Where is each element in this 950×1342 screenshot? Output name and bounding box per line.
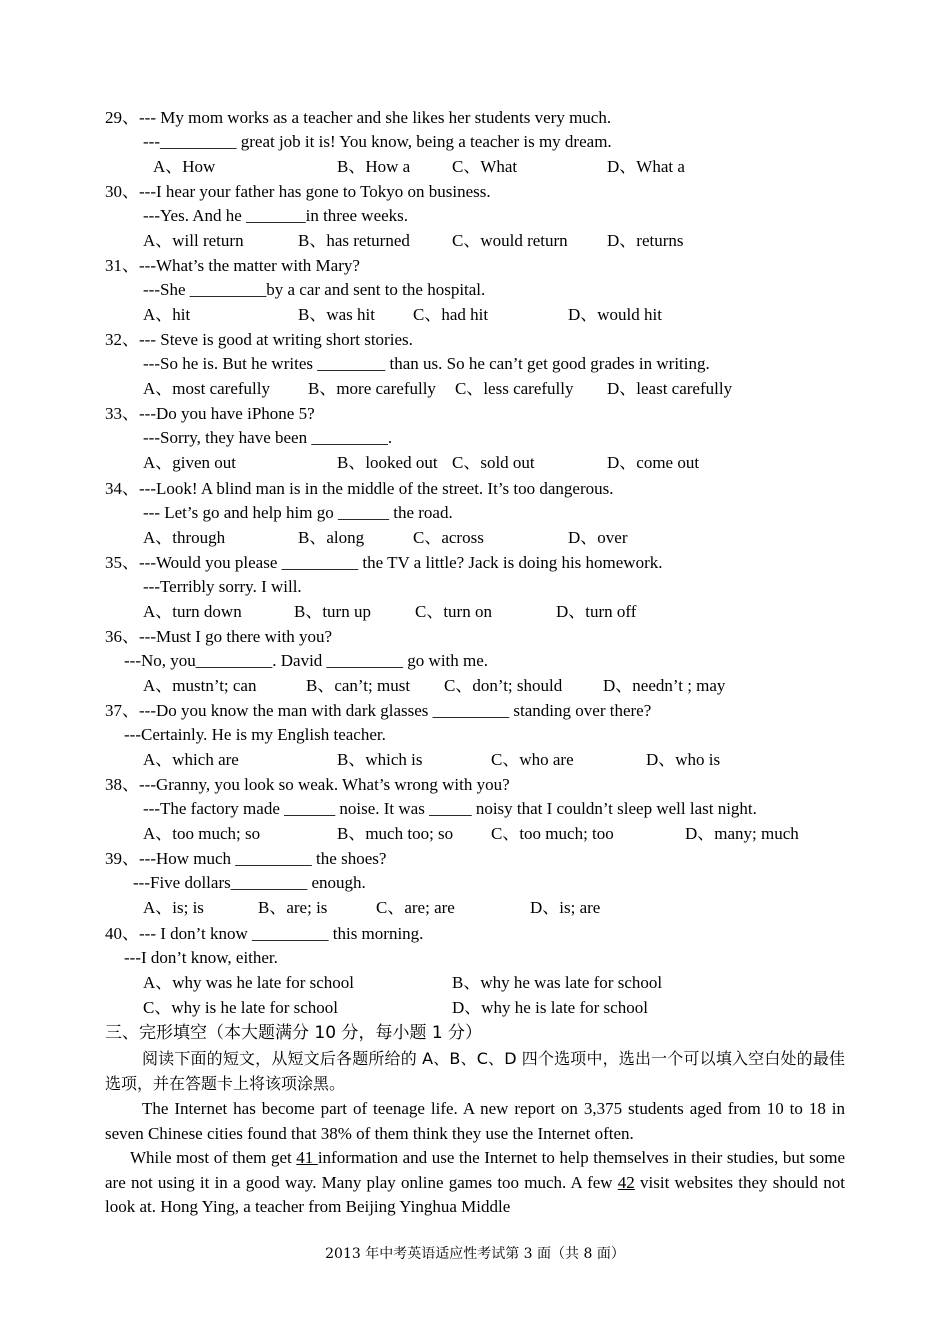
option-39-a: A、is; is <box>143 898 204 917</box>
question-33: 33、---Do you have iPhone 5? <box>105 404 315 423</box>
option-32-b: B、more carefully <box>308 379 436 398</box>
option-37-b: B、which is <box>337 750 423 769</box>
option-34-a: A、through <box>143 528 226 547</box>
option-35-d: D、turn off <box>556 602 637 621</box>
option-37-c: C、who are <box>491 750 574 769</box>
option-38-b: B、much too; so <box>337 824 454 843</box>
question-29: 29、--- My mom works as a teacher and she likes her students very much. <box>105 108 612 127</box>
response-35: ---Terribly sorry. I will. <box>143 577 302 596</box>
passage-text: While most of them get <box>130 1148 297 1167</box>
option-33-a: A、given out <box>143 453 237 472</box>
option-31-b: B、was hit <box>298 305 375 324</box>
option-40-a: A、why was he late for school <box>143 973 355 992</box>
blank-41: 41 <box>296 1148 318 1167</box>
response-39: ---Five dollars_________ enough. <box>133 873 366 892</box>
section-title: 三、完形填空（本大题满分 10 分，每小题 1 分） <box>105 1023 483 1043</box>
option-40-c: C、why is he late for school <box>143 998 338 1017</box>
response-37: ---Certainly. He is my English teacher. <box>124 725 386 744</box>
question-34: 34、---Look! A blind man is in the middle of the street. It’s too dangerous. <box>105 479 614 498</box>
option-35-b: B、turn up <box>294 602 371 621</box>
blank-42: 42 <box>617 1172 635 1192</box>
question-32: 32、--- Steve is good at writing short stories. <box>105 330 413 349</box>
option-34-d: D、over <box>568 528 628 547</box>
question-36: 36、---Must I go there with you? <box>105 627 333 646</box>
option-37-d: D、who is <box>646 750 721 769</box>
option-37-a: A、which are <box>143 750 239 769</box>
passage-paragraph-2 <box>105 1146 845 1220</box>
option-40-d: D、why he is late for school <box>452 998 648 1017</box>
question-30: 30、---I hear your father has gone to Tokyo on business. <box>105 182 491 201</box>
option-36-d: D、needn’t ; may <box>603 676 726 695</box>
option-29-b: B、How a <box>337 157 411 176</box>
option-29-d: D、What a <box>607 157 685 176</box>
option-29-c: C、What <box>452 157 518 176</box>
option-39-d: D、is; are <box>530 898 601 917</box>
question-35: 35、---Would you please _________ the TV a little? Jack is doing his homework. <box>105 553 663 572</box>
option-36-a: A、mustn’t; can <box>143 676 257 695</box>
response-40: ---I don’t know, either. <box>124 948 278 967</box>
option-33-d: D、come out <box>607 453 700 472</box>
response-34: --- Let’s go and help him go ______ the road. <box>143 503 453 522</box>
question-39: 39、---How much _________ the shoes? <box>105 849 387 868</box>
option-35-c: C、turn on <box>415 602 492 621</box>
response-36: ---No, you_________. David _________ go with me. <box>124 651 489 670</box>
option-30-d: D、returns <box>607 231 684 250</box>
option-31-d: D、would hit <box>568 305 662 324</box>
option-31-a: A、hit <box>143 305 191 324</box>
passage-paragraph-1: The Internet has become part of teenage life. A new report on 3,375 students aged from 10 to 18 in seven Chinese cities found that 38% of them think they use the Internet often. <box>105 1099 845 1143</box>
response-33: ---Sorry, they have been _________. <box>143 428 393 447</box>
option-32-d: D、least carefully <box>607 379 733 398</box>
response-31: ---She _________by a car and sent to the hospital. <box>143 280 486 299</box>
question-31: 31、---What’s the matter with Mary? <box>105 256 360 275</box>
response-32: ---So he is. But he writes ________ than us. So he can’t get good grades in writing. <box>143 354 710 373</box>
option-38-c: C、too much; too <box>491 824 614 843</box>
passage-text: information and use the Internet to help themselves in their studies, but some are not using it in a good way. Many play online games too much. A few <box>105 1148 845 1192</box>
response-38: ---The factory made ______ noise. It was _____ noisy that I couldn’t sleep well last night. <box>143 799 757 818</box>
option-34-b: B、along <box>298 528 365 547</box>
option-36-c: C、don’t; should <box>444 676 563 695</box>
option-32-c: C、less carefully <box>455 379 574 398</box>
response-30: ---Yes. And he _______in three weeks. <box>143 206 409 225</box>
option-32-a: A、most carefully <box>143 379 270 398</box>
option-30-a: A、will return <box>143 231 244 250</box>
option-30-b: B、has returned <box>298 231 410 250</box>
option-38-d: D、many; much <box>685 824 799 843</box>
section-instruction: 阅读下面的短文，从短文后各题所给的 A、B、C、D 四个选项中，选出一个可以填入空白处的最佳选项，并在答题卡上将该项涂黑。 <box>105 1049 845 1093</box>
passage-text: visit websites they should not look at. Hong Ying, a teacher from Beijing Yinghua Middle <box>105 1172 845 1216</box>
option-39-c: C、are; are <box>376 898 455 917</box>
option-30-c: C、would return <box>452 231 568 250</box>
response-29: ---_________ great job it is! You know, being a teacher is my dream. <box>143 132 612 151</box>
option-38-a: A、too much; so <box>143 824 261 843</box>
option-35-a: A、turn down <box>143 602 242 621</box>
option-36-b: B、can’t; must <box>306 676 411 695</box>
question-40: 40、--- I don’t know _________ this morning. <box>105 924 424 943</box>
option-40-b: B、why he was late for school <box>452 973 663 992</box>
option-39-b: B、are; is <box>258 898 328 917</box>
option-31-c: C、had hit <box>413 305 489 324</box>
option-33-b: B、looked out <box>337 453 438 472</box>
option-29-a: A、How <box>153 157 216 176</box>
page-footer: 2013 年中考英语适应性考试第 3 面（共 8 面） <box>325 1246 625 1262</box>
option-34-c: C、across <box>413 528 484 547</box>
option-33-c: C、sold out <box>452 453 535 472</box>
question-37: 37、---Do you know the man with dark glasses _________ standing over there? <box>105 701 652 720</box>
question-38: 38、---Granny, you look so weak. What’s wrong with you? <box>105 775 510 794</box>
